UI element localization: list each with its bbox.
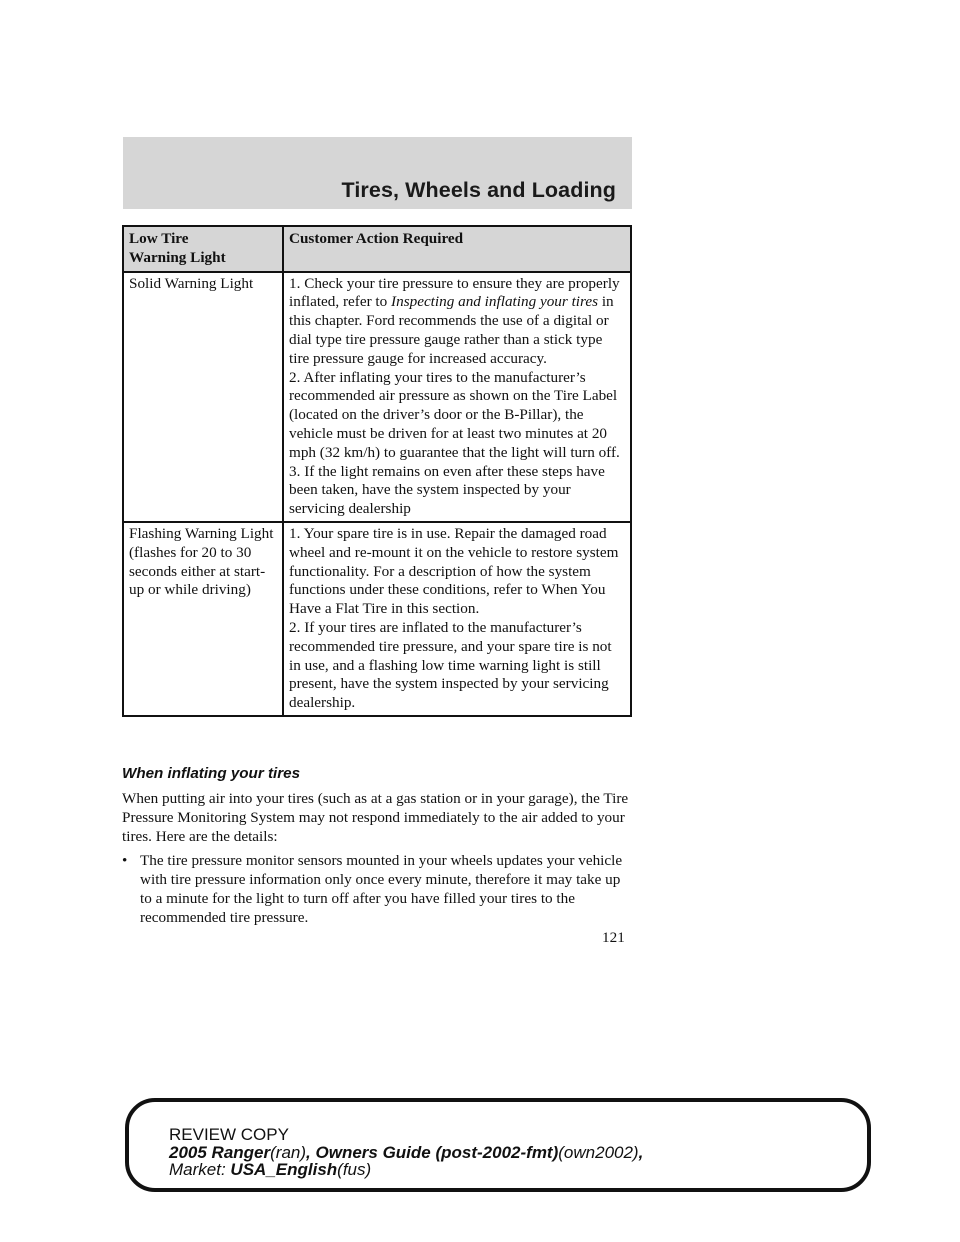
model-code: (ran)	[270, 1142, 307, 1162]
market-line	[169, 1161, 643, 1179]
action-step-text: in this chapter. Ford recommends the use of a digital or dial type tire pressure gauge rather than a stick type tire pressure gauge for increased accuracy.	[289, 293, 614, 367]
intro-paragraph: When putting air into your tires (such as at a gas station or in your garage), the Tire Pressure Monitoring System may not respond immediately to the air added to your tires. Here are the details:	[122, 790, 629, 845]
market-label: Market:	[169, 1160, 226, 1179]
chapter-reference: Inspecting and inflating your tires	[391, 293, 599, 311]
action-step: 1. Your spare tire is in use. Repair the damaged road wheel and re-mount it on the vehicle to restore system functionality. For a description of how the system functions under these conditions, refer to When You Have a Flat Tire in this section.	[289, 524, 619, 618]
page-number: 121	[602, 929, 625, 946]
separator: ,	[306, 1142, 311, 1162]
table-row	[123, 272, 631, 522]
action-cell	[283, 272, 631, 522]
section-body	[122, 790, 632, 928]
market-code: (fus)	[337, 1160, 372, 1179]
document-info-line	[169, 1144, 643, 1162]
market-name: USA_English	[230, 1160, 338, 1179]
action-step: 2. After inflating your tires to the manufacturer’s recommended air pressure as shown on the Tire Label (located on the driver’s door or the B-Pillar), the vehicle must be driven for at least two minutes at 20 mph (32 km/h) to guarantee that the light will turn off.	[289, 368, 620, 461]
column-header-action: Customer Action Required	[283, 226, 631, 272]
guide-name: Owners Guide (post-2002-fmt)	[315, 1142, 559, 1162]
chapter-header-band	[123, 137, 632, 209]
tire-warning-table	[122, 225, 632, 717]
action-step-text: 1. Check your tire pressure to ensure they are properly inflated, refer to	[289, 274, 620, 311]
warning-light-cell: Flashing Warning Light (flashes for 20 to 30 seconds either at start-up or while driving)	[123, 522, 283, 716]
review-copy-box	[125, 1098, 871, 1192]
bullet-icon: •	[122, 852, 128, 870]
action-step: 2. If your tires are inflated to the manufacturer’s recommended tire pressure, and your spare tire is not in use, and a flashing low time warning light is still present, have the system inspected by your servicing dealership.	[289, 618, 612, 712]
review-copy-label: REVIEW COPY	[169, 1125, 289, 1144]
separator: ,	[638, 1142, 644, 1162]
section-heading: When inflating your tires	[122, 765, 301, 782]
list-item	[122, 852, 632, 927]
warning-light-cell: Solid Warning Light	[123, 272, 283, 522]
column-header-light	[123, 226, 283, 272]
action-step: 3. If the light remains on even after these steps have been taken, have the system inspected by your servicing dealership	[289, 462, 605, 518]
model-name: 2005 Ranger	[169, 1142, 271, 1162]
table-header-row	[123, 226, 631, 272]
guide-code: (own2002)	[558, 1142, 639, 1162]
table-row	[123, 522, 631, 716]
review-copy-text	[169, 1126, 643, 1179]
action-cell	[283, 522, 631, 716]
chapter-title: Tires, Wheels and Loading	[341, 178, 616, 202]
list-item-text: The tire pressure monitor sensors mounted in your wheels updates your vehicle with tire pressure information only once every minute, therefore it may take up to a minute for the light to turn off after you have filled your tires to the recommended tire pressure.	[140, 852, 623, 926]
column-header-light-text: Low Tire Warning Light	[129, 230, 226, 266]
